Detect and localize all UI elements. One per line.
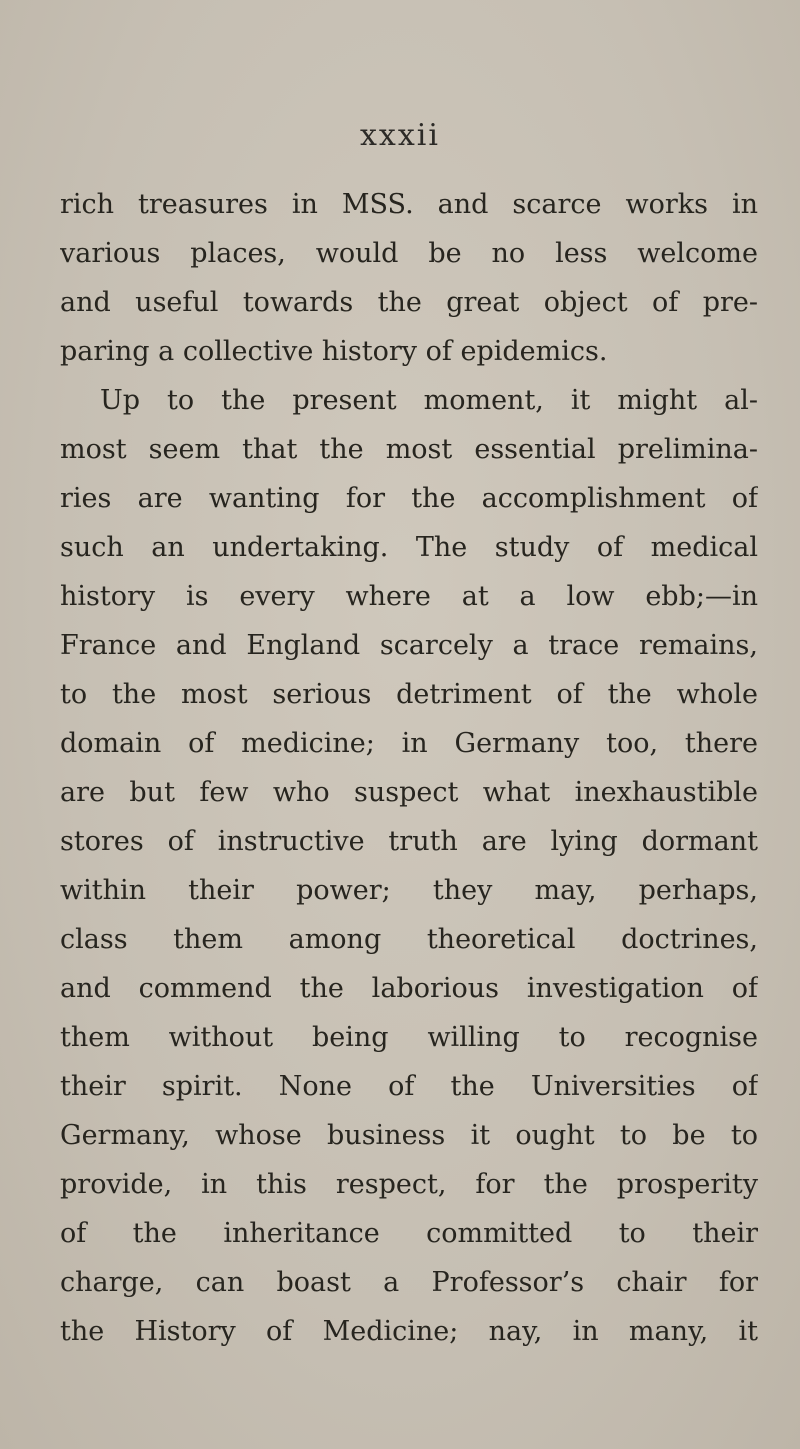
text-line: such an undertaking. The study of medical xyxy=(60,532,758,563)
text-line: history is every where at a low ebb;—in xyxy=(60,581,758,612)
text-line: within their power; they may, perhaps, xyxy=(60,875,758,906)
text-line: of the inheritance committed to their xyxy=(60,1218,758,1249)
text-line: and commend the laborious investigation of xyxy=(60,973,758,1004)
text-line: stores of instructive truth are lying dormant xyxy=(60,826,758,857)
text-line: are but few who suspect what inexhaustible xyxy=(60,777,758,808)
text-line: Germany, whose business it ought to be to xyxy=(60,1120,758,1151)
text-line: most seem that the most essential prelimina- xyxy=(60,434,758,465)
text-line: and useful towards the great object of pre- xyxy=(60,287,758,318)
text-line: ries are wanting for the accomplishment of xyxy=(60,483,758,514)
text-line: rich treasures in MSS. and scarce works in xyxy=(60,189,758,220)
text-line: provide, in this respect, for the prosperity xyxy=(60,1169,758,1200)
page-number: xxxii xyxy=(360,118,440,153)
text-line: class them among theoretical doctrines, xyxy=(60,924,758,955)
paragraph-start-line: Up to the present moment, it might al- xyxy=(100,385,758,416)
text-line: their spirit. None of the Universities of xyxy=(60,1071,758,1102)
text-line: paring a collective history of epidemics. xyxy=(60,336,608,367)
body-text xyxy=(60,180,758,1356)
text-line: to the most serious detriment of the whole xyxy=(60,679,758,710)
text-line: France and England scarcely a trace remains, xyxy=(60,630,758,661)
text-line: them without being willing to recognise xyxy=(60,1022,758,1053)
text-line: the History of Medicine; nay, in many, it xyxy=(60,1316,758,1347)
text-line: various places, would be no less welcome xyxy=(60,238,758,269)
text-line: charge, can boast a Professor’s chair for xyxy=(60,1267,758,1298)
text-line: domain of medicine; in Germany too, there xyxy=(60,728,758,759)
